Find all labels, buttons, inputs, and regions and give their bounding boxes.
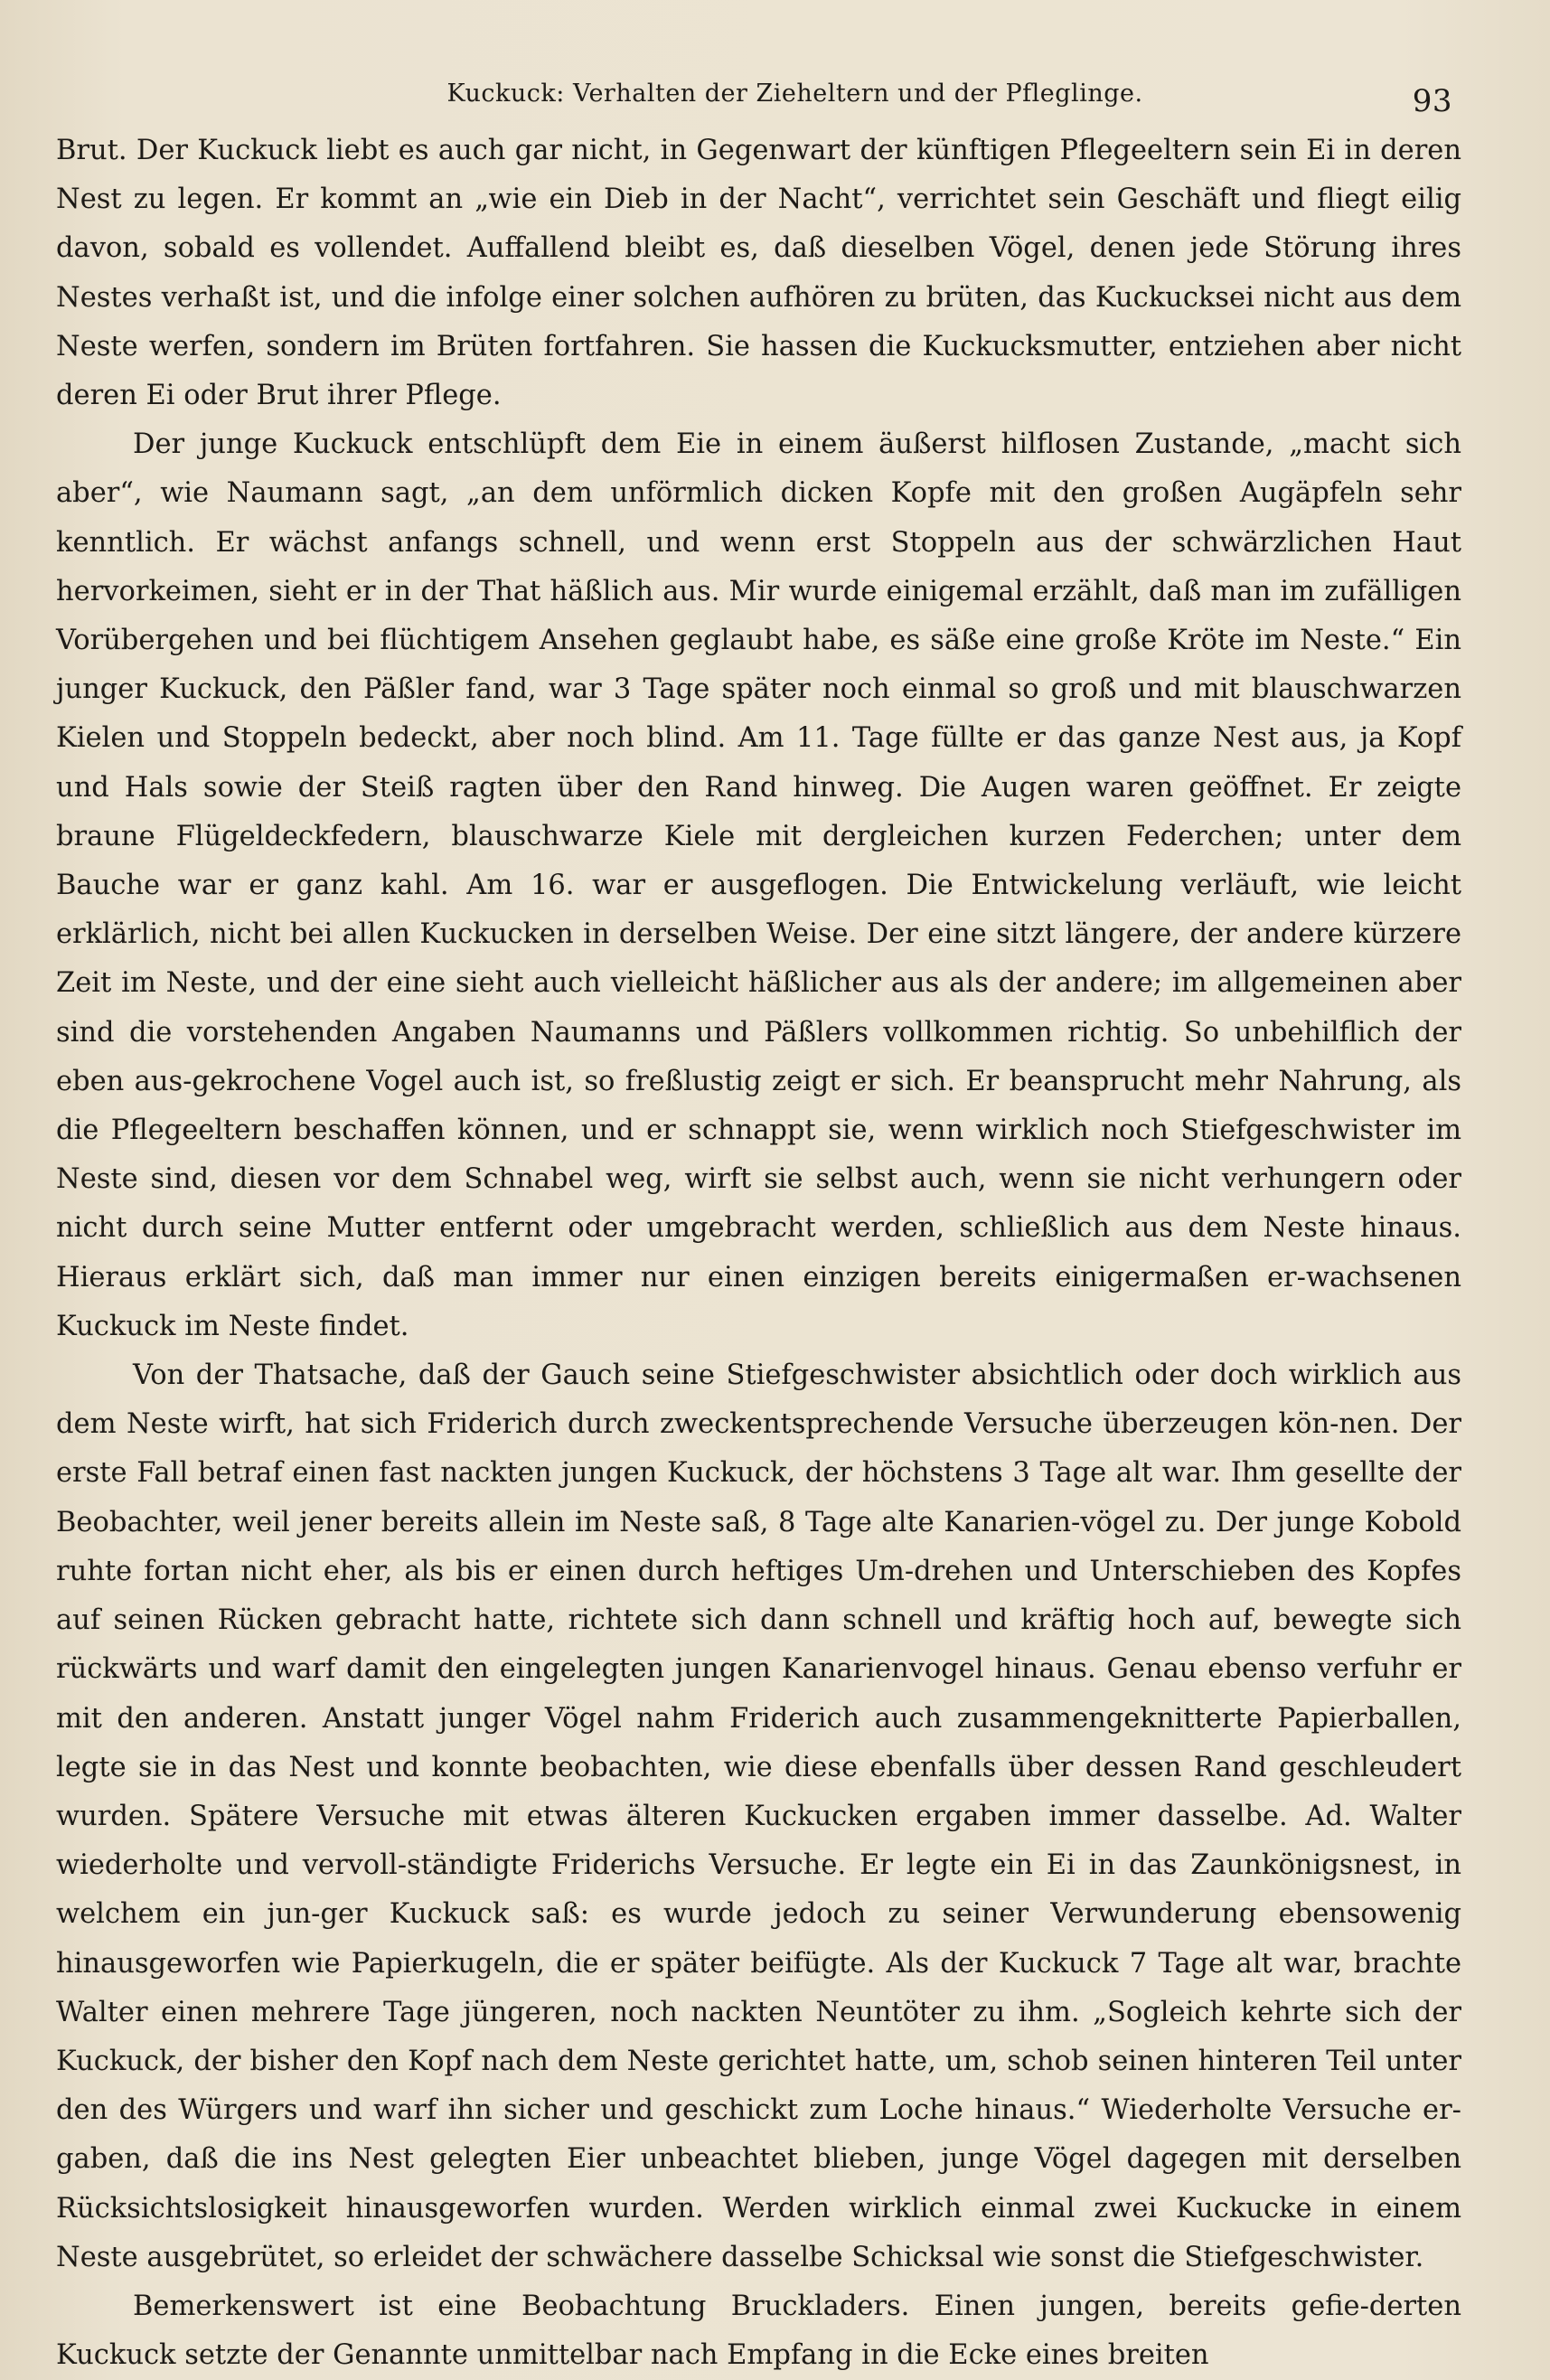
running-head-title: Kuckuck: Verhalten der Zieheltern und der Pfleglinge. (446, 80, 1143, 108)
running-head (56, 63, 1461, 127)
page-number: 93 (1412, 83, 1452, 119)
body-text (56, 127, 1461, 2380)
paragraph: Brut. Der Kuckuck liebt es auch gar nicht, in Gegenwart der künftigen Pflegeeltern sein Ei in deren Nest zu legen. Er kommt an „wie ein Dieb in der Nacht“, verrichtet sein Geschäft und fliegt eilig davon, sobald es vollendet. Auffallend bleibt es, daß dieselben Vögel, denen jede Störung ihres Nestes verhaßt ist, und die infolge einer solchen aufhören zu brüten, das Kuckucksei nicht aus dem Neste werfen, sondern im Brüten fortfahren. Sie hassen die Kuckucksmutter, entziehen aber nicht deren Ei oder Brut ihrer Pflege. (56, 135, 1461, 412)
paragraph: Der junge Kuckuck entschlüpft dem Eie in einem äußerst hilflosen Zustande, „macht sich aber“, wie Naumann sagt, „an dem unförmlich dicken Kopfe mit den großen Augäpfeln sehr kenntlich. Er wächst anfangs schnell, und wenn erst Stoppeln aus der schwärzlichen Haut hervorkeimen, sieht er in der That häßlich aus. Mir wurde einigemal erzählt, daß man im zufälligen Vorübergehen und bei flüchtigem Ansehen geglaubt habe, es säße eine große Kröte im Neste.“ Ein junger Kuckuck, den Päßler fand, war 3 Tage später noch einmal so groß und mit blauschwarzen Kielen und Stoppeln bedeckt, aber noch blind. Am 11. Tage füllte er das ganze Nest aus, ja Kopf und Hals sowie der Steiß ragten über den Rand hinweg. Die Augen waren geöffnet. Er zeigte braune Flügeldeckfedern, blauschwarze Kiele mit dergleichen kurzen Federchen; unter dem Bauche war er ganz kahl. Am 16. war er ausgeflogen. Die Entwickelung verläuft, wie leicht erklärlich, nicht bei allen Kuckucken in derselben Weise. Der eine sitzt längere, der andere kürzere Zeit im Neste, und der eine sieht auch vielleicht häßlicher aus als der andere; im allgemeinen aber sind die vorstehenden Angaben Naumanns und Päßlers vollkommen richtig. So unbehilflich der eben aus-gekrochene Vogel auch ist, so freßlustig zeigt er sich. Er beansprucht mehr Nahrung, als die Pflegeeltern beschaffen können, und er schnappt sie, wenn wirklich noch Stiefgeschwister im Neste sind, diesen vor dem Schnabel weg, wirft sie selbst auch, wenn sie nicht verhungern oder nicht durch seine Mutter entfernt oder umgebracht werden, schließlich aus dem Neste hinaus. Hieraus erklärt sich, daß man immer nur einen einzigen bereits einigermaßen er-wachsenen Kuckuck im Neste findet. (56, 428, 1461, 1342)
paragraph: Von der Thatsache, daß der Gauch seine Stiefgeschwister absichtlich oder doch wirklich aus dem Neste wirft, hat sich Friderich durch zweckentsprechende Versuche überzeugen kön-nen. Der erste Fall betraf einen fast nackten jungen Kuckuck, der höchstens 3 Tage alt war. Ihm gesellte der Beobachter, weil jener bereits allein im Neste saß, 8 Tage alte Kanarien-vögel zu. Der junge Kobold ruhte fortan nicht eher, als bis er einen durch heftiges Um-drehen und Unterschieben des Kopfes auf seinen Rücken gebracht hatte, richtete sich dann schnell und kräftig hoch auf, bewegte sich rückwärts und warf damit den eingelegten jungen Kanarienvogel hinaus. Genau ebenso verfuhr er mit den anderen. Anstatt junger Vögel nahm Friderich auch zusammengeknitterte Papierballen, legte sie in das Nest und konnte beobachten, wie diese ebenfalls über dessen Rand geschleudert wurden. Spätere Versuche mit etwas älteren Kuckucken ergaben immer dasselbe. Ad. Walter wiederholte und vervoll-ständigte Friderichs Versuche. Er legte ein Ei in das Zaunkönigsnest, in welchem ein jun-ger Kuckuck saß: es wurde jedoch zu seiner Verwunderung ebensowenig hinausgeworfen wie Papierkugeln, die er später beifügte. Als der Kuckuck 7 Tage alt war, brachte Walter einen mehrere Tage jüngeren, noch nackten Neuntöter zu ihm. „Sogleich kehrte sich der Kuckuck, der bisher den Kopf nach dem Neste gerichtet hatte, um, schob seinen hinteren Teil unter den des Würgers und warf ihn sicher und geschickt zum Loche hinaus.“ Wiederholte Versuche er-gaben, daß die ins Nest gelegten Eier unbeachtet blieben, junge Vögel dagegen mit derselben Rücksichtslosigkeit hinausgeworfen wurden. Werden wirklich einmal zwei Kuckucke in einem Neste ausgebrütet, so erleidet der schwächere dasselbe Schicksal wie sonst die Stiefgeschwister. (56, 1359, 1461, 2273)
paragraph: Bemerkenswert ist eine Beobachtung Bruckladers. Einen jungen, bereits gefie-derten Kuckuck setzte der Genannte unmittelbar nach Empfang in die Ecke eines breiten (56, 2290, 1461, 2372)
